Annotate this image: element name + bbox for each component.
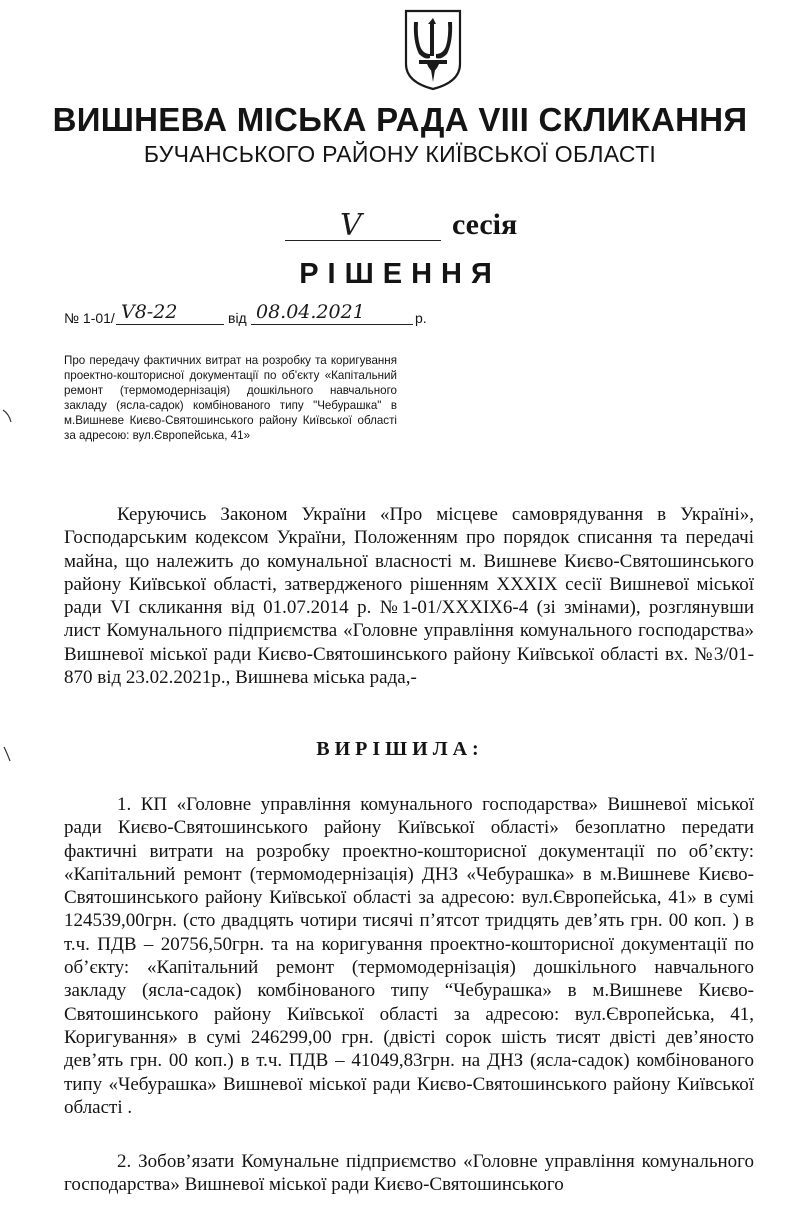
- session-underline: [285, 214, 441, 241]
- item-2-paragraph: 2. Зобов’язати Комунальне підприємство «Головне управління комунального господарства» Вишневої міської ради Києво-Святошинського: [64, 1151, 754, 1196]
- district-subtitle: БУЧАНСЬКОГО РАЙОНУ КИЇВСЬКОЇ ОБЛАСТІ: [143, 141, 657, 167]
- council-title: ВИШНЕВА МІСЬКА РАДА VIII СКЛИКАННЯ: [52, 101, 748, 138]
- date-suffix: р.: [415, 310, 427, 326]
- item-1-paragraph: 1. КП «Головне управління комунального господарства» Вишневої міської ради Києво-Святошинського району Київської області» безоплатно передати фактичні витрати на розробку проектно-кошторисної документації по об’єкту: «Капітальний ремонт (термомодернізація) ДНЗ «Чебурашка» в м.Вишневе Києво-Святошинського району Київської області за адресою: вул.Європейська, 41» в сумі 124539,00грн. (сто двадцять чотири тисячі п’ятсот тридцять дев’ять грн. 00 коп. ) в т.ч. ПДВ – 20756,50грн. та на коригування проектно-кошторисної документації по об’єкту: «Капітальний ремонт (термомодернізація) дошкільного навчального закладу (ясла-садок) комбінованого типу “Чебурашка» в м.Вишневе Києво-Святошинського району Київської області за адресою: вул.Європейська, 41, Коригування» в сумі 246299,00 грн. (двісті сорок шість тисят двісті дев’яносто дев’ять грн. 00 коп.) в т.ч. ПДВ – 41049,83грн. на ДНЗ (ясла-садок) комбінованого типу «Чебурашка» Вишневої міської ради Києво-Святошинського району Київської області .: [64, 794, 754, 1118]
- decision-date: 08.04.2021: [256, 301, 365, 323]
- scan-mark: [2, 745, 12, 765]
- resolved-heading: ВИРІШИЛА:: [316, 738, 484, 760]
- coat-of-arms-icon: [403, 8, 463, 92]
- preamble-paragraph: Керуючись Законом України «Про місцеве самоврядування в Україні», Господарським кодексом України, Положенням про порядок списання та передачі майна, що належить до комунальної власності м. Вишневе Києво-Святошинського району Київської області, затвердженого рішенням XXXIX сесії Вишневої міської ради VI скликання від 01.07.2014 р. №1-01/XXXIX6-4 (зі змінами), розглянувши лист Комунального підприємства «Головне управління комунального господарства» Вишневої міської ради Києво-Святошинського району Київської області вх. №3/01-870 від 23.02.2021р., Вишнева міська рада,-: [64, 504, 754, 689]
- date-prefix: від: [228, 310, 247, 326]
- session-number: V: [340, 208, 362, 243]
- decision-heading: РІШЕННЯ: [299, 258, 501, 290]
- decision-number: V8-22: [121, 301, 178, 323]
- decision-subject: Про передачу фактичних витрат на розробку та коригування проектно-кошторисної документації по об'єкту «Капітальний ремонт (термомодернізація) дошкільного навчального закладу (ясла-садок) комбінованого типу "Чебурашка" в м.Вишневе Києво-Святошинського району Київської області за адресою: вул.Європейська, 41»: [64, 354, 397, 442]
- number-prefix: № 1-01/: [64, 310, 115, 326]
- scan-mark: [2, 408, 12, 428]
- session-label: сесія: [452, 208, 518, 241]
